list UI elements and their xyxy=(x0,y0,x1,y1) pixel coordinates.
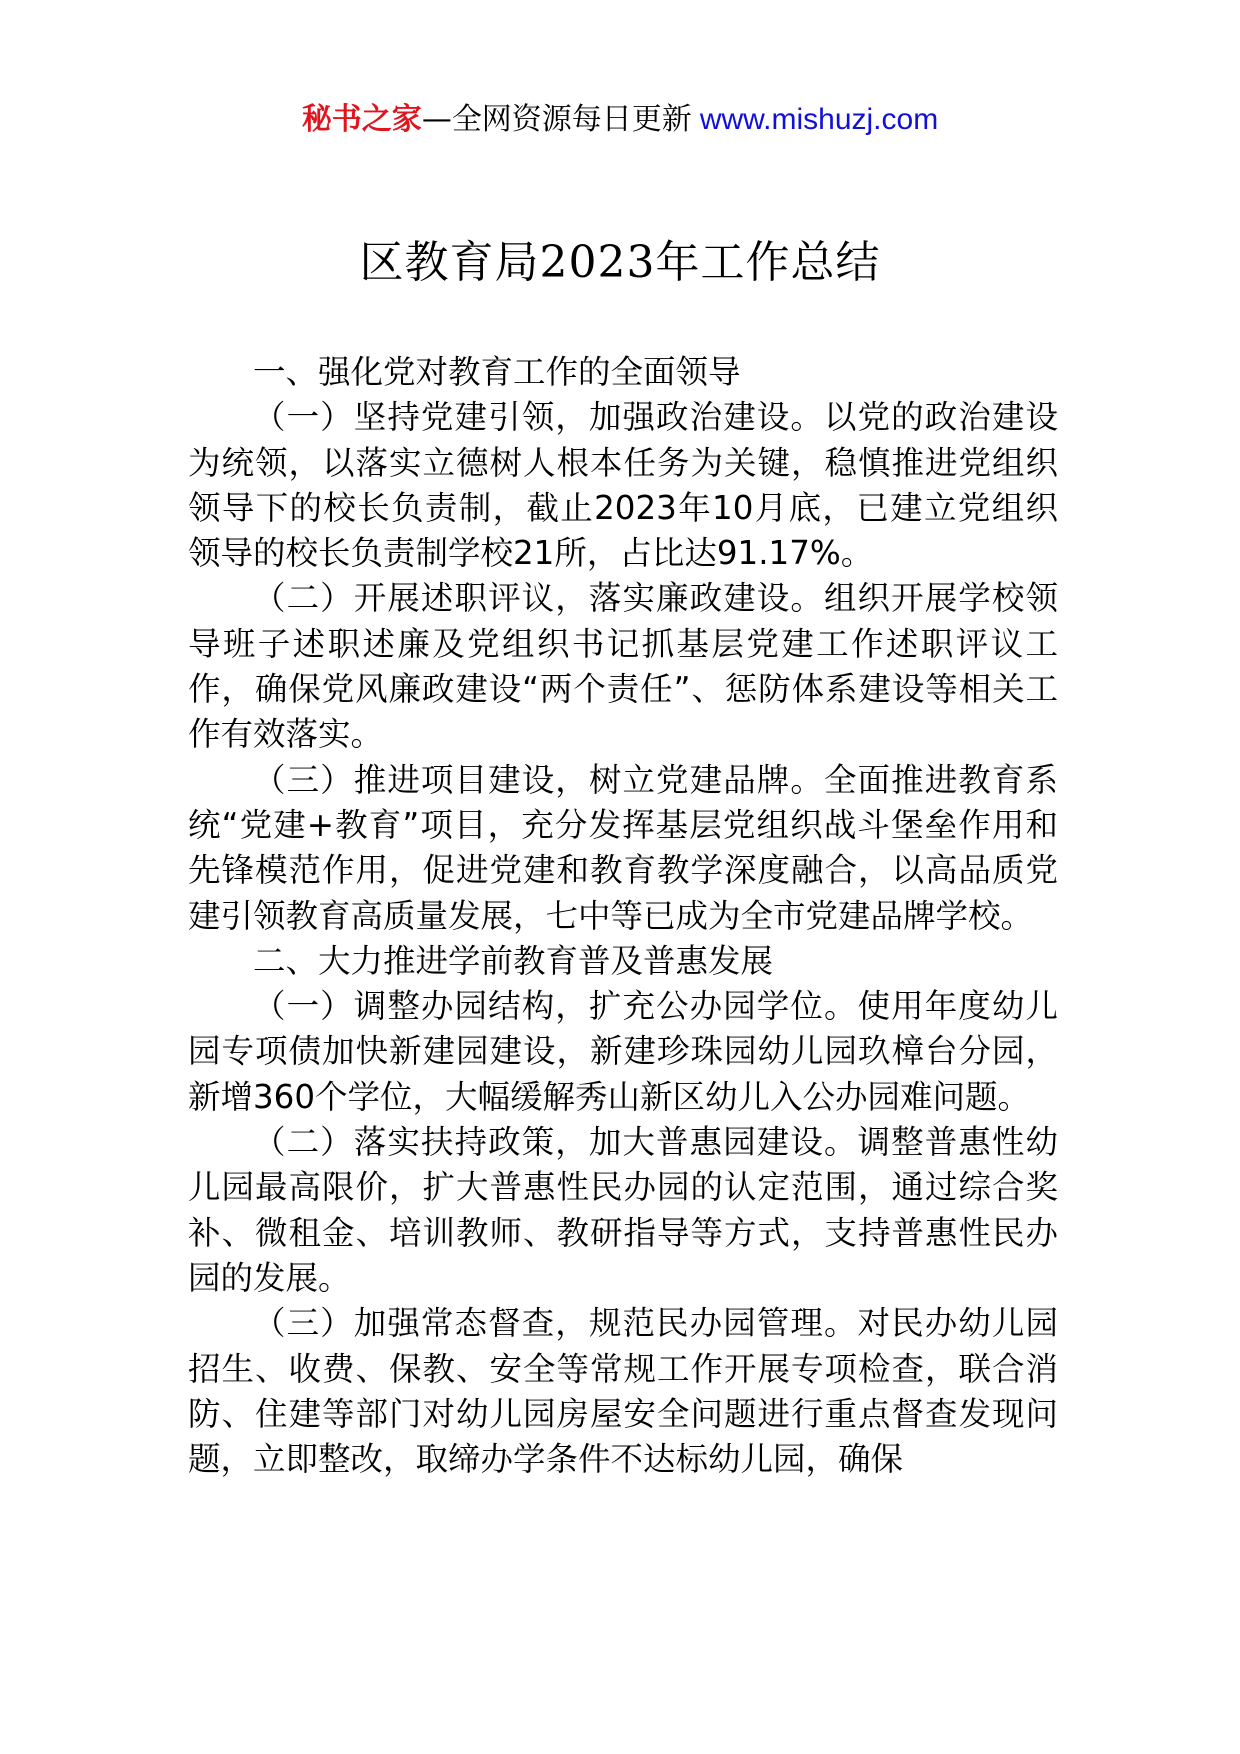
site-brand: 秘书之家 xyxy=(301,102,422,137)
paragraph-2-2: （二）落实扶持政策，加大普惠园建设。调整普惠性幼儿园最高限价，扩大普惠性民办园的认定范围，通过综合奖补、微租金、培训教师、教研指导等方式，支持普惠性民办园的发展。 xyxy=(188,1123,1058,1297)
section-heading-1: 一、强化党对教育工作的全面领导 xyxy=(253,353,741,391)
document-body xyxy=(188,350,1058,1482)
paragraph-2-3: （三）加强常态督查，规范民办园管理。对民办幼儿园招生、收费、保教、安全等常规工作开展专项检查，联合消防、住建等部门对幼儿园房屋安全问题进行重点督查发现问题，立即整改，取缔办学条件不达标幼儿园，确保 xyxy=(188,1304,1058,1479)
section-heading-2: 二、大力推进学前教育普及普惠发展 xyxy=(253,941,774,980)
paragraph-1-2: （二）开展述职评议，落实廉政建设。组织开展学校领导班子述职述廉及党组织书记抓基层党建工作述职评议工作，确保党风廉政建设“两个责任”、惩防体系建设等相关工作有效落实。 xyxy=(188,579,1058,754)
site-url-link[interactable]: www.mishuzj.com xyxy=(699,103,939,136)
site-tagline: —全网资源每日更新 xyxy=(421,102,692,137)
paragraph-1-1: （一）坚持党建引领，加强政治建设。以党的政治建设为统领，以落实立德树人根本任务为关键，稳慎推进党组织领导下的校长负责制，截止2023年10月底，已建立党组织领导的校长负责制学校21所，占比达91.17%。 xyxy=(188,398,1058,573)
paragraph-1-3: （三）推进项目建设，树立党建品牌。全面推进教育系统“党建+教育”项目，充分发挥基层党组织战斗堡垒作用和先锋模范作用，促进党建和教育教学深度融合，以高品质党建引领教育高质量发展，七中等已成为全市党建品牌学校。 xyxy=(188,760,1058,935)
document-title: 区教育局2023年工作总结 xyxy=(359,237,881,288)
site-header xyxy=(0,100,1240,140)
paragraph-2-1: （一）调整办园结构，扩充公办园学位。使用年度幼儿园专项债加快新建园建设，新建珍珠园幼儿园玖樟台分园，新增360个学位，大幅缓解秀山新区幼儿入公办园难问题。 xyxy=(188,987,1058,1116)
